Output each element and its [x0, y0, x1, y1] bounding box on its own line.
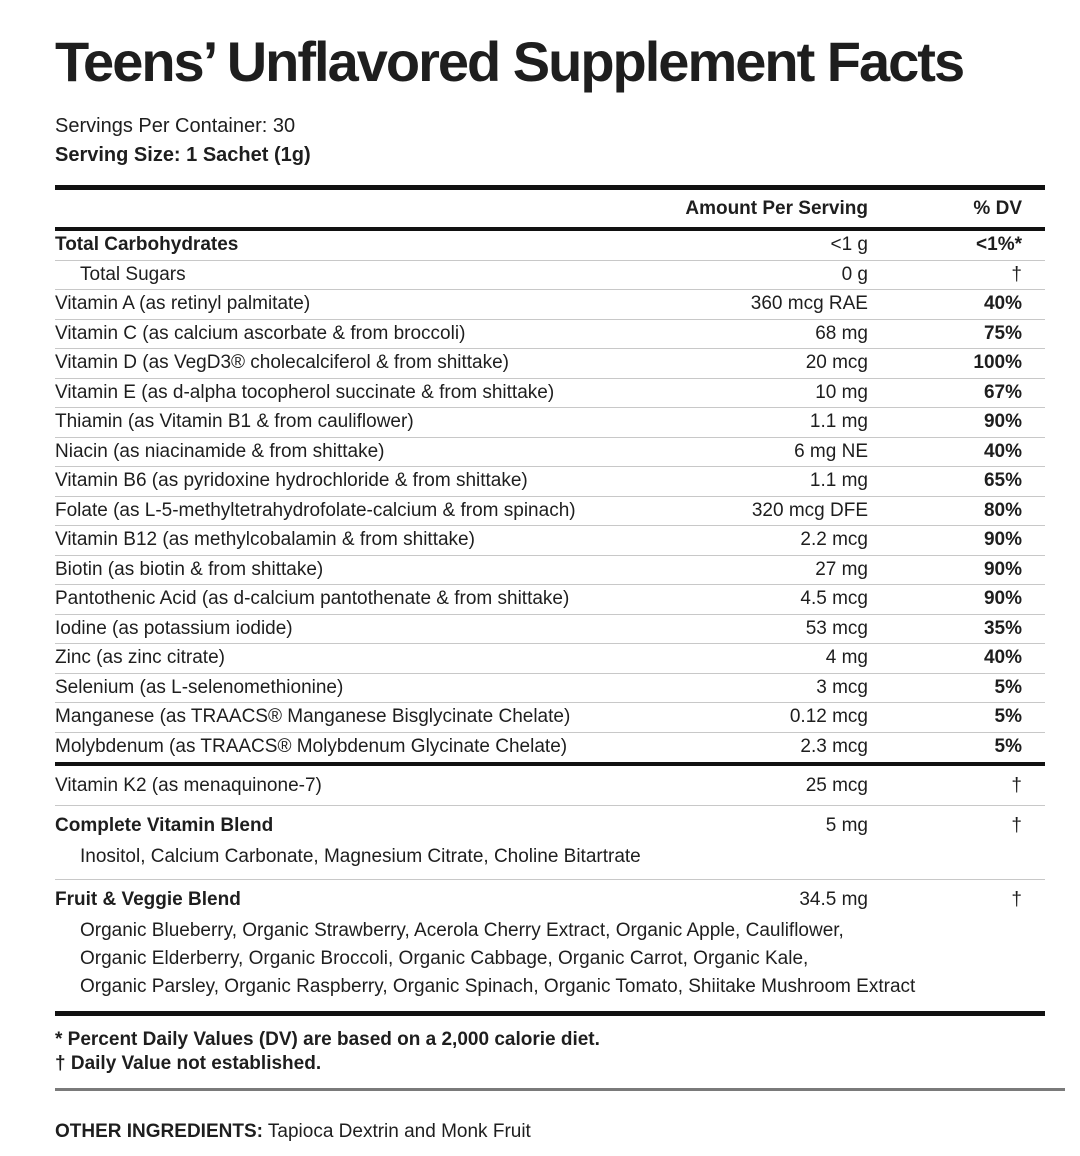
nutrient-name: Complete Vitamin Blend: [55, 815, 274, 836]
nutrient-amount: 2.3 mcg: [800, 736, 868, 758]
nutrient-dv: 5%: [994, 736, 1022, 758]
amount-per-serving-header: Amount Per Serving: [685, 198, 868, 219]
nutrient-name: Total Sugars: [80, 263, 186, 285]
nutrient-dv: †: [1011, 889, 1022, 910]
table-row: [55, 674, 1045, 704]
blend-row: [55, 806, 1045, 880]
nutrient-name: Vitamin C (as calcium ascorbate & from broccoli): [55, 322, 466, 344]
table-row: [55, 615, 1045, 645]
nutrient-amount: 27 mg: [815, 558, 868, 580]
table-row: [55, 349, 1045, 379]
other-ingredients-value: Tapioca Dextrin and Monk Fruit: [267, 1121, 531, 1142]
table-row: [55, 231, 1045, 261]
nutrient-amount: 4.5 mcg: [800, 588, 868, 610]
nutrient-dv: 80%: [983, 499, 1022, 521]
blend-rows: [55, 806, 1045, 1011]
nutrient-amount: 25 mcg: [805, 774, 868, 796]
nutrient-amount: 5 mg: [825, 815, 868, 836]
footnote-percent-dv: * Percent Daily Values (DV) are based on a 2,000 calorie diet.: [55, 1029, 600, 1050]
table-row: [55, 438, 1045, 468]
nutrient-name: Vitamin D (as VegD3® cholecalciferol & from shittake): [55, 352, 509, 374]
nutrient-amount: 0.12 mcg: [789, 706, 868, 728]
nutrient-dv: 40%: [983, 440, 1022, 462]
table-row: [55, 809, 1045, 843]
nutrient-name: Vitamin B12 (as methylcobalamin & from shittake): [55, 529, 475, 551]
nutrient-name: Biotin (as biotin & from shittake): [55, 558, 324, 580]
nutrient-amount: 20 mcg: [805, 352, 868, 374]
blend-ingredients: Organic Elderberry, Organic Broccoli, Organic Cabbage, Organic Carrot, Organic Kale,: [80, 948, 809, 969]
nutrient-dv: 5%: [994, 706, 1022, 728]
blend-row: [55, 880, 1045, 1011]
table-row: [55, 379, 1045, 409]
nutrient-dv: 40%: [983, 647, 1022, 669]
table-row: [55, 733, 1045, 763]
nutrient-amount: 0 g: [841, 263, 868, 285]
nutrient-dv: 65%: [983, 470, 1022, 492]
nutrient-amount: 3 mcg: [816, 676, 868, 698]
nutrient-name: Thiamin (as Vitamin B1 & from cauliflower): [55, 411, 414, 433]
nutrient-name: Molybdenum (as TRAACS® Molybdenum Glycinate Chelate): [55, 736, 568, 758]
blend-ingredients: Inositol, Calcium Carbonate, Magnesium Citrate, Choline Bitartrate: [80, 846, 641, 867]
secondary-nutrient-rows: [55, 766, 1045, 806]
blend-ingredients: Organic Blueberry, Organic Strawberry, Acerola Cherry Extract, Organic Apple, Cauliflower,: [80, 920, 844, 941]
blend-ingredients: Organic Parsley, Organic Raspberry, Organic Spinach, Organic Tomato, Shiitake Mushroom Extract: [80, 976, 916, 997]
nutrient-amount: <1 g: [830, 234, 868, 256]
nutrient-amount: 320 mcg DFE: [751, 499, 868, 521]
nutrient-dv: 90%: [983, 588, 1022, 610]
nutrient-name: Vitamin E (as d-alpha tocopherol succinate & from shittake): [55, 381, 555, 403]
nutrient-name: Iodine (as potassium iodide): [55, 617, 293, 639]
table-row: [55, 320, 1045, 350]
nutrient-dv: 5%: [994, 676, 1022, 698]
nutrient-dv: 90%: [983, 411, 1022, 433]
nutrient-dv: †: [1011, 263, 1022, 285]
percent-dv-header: % DV: [973, 198, 1022, 219]
nutrient-name: Selenium (as L-selenomethionine): [55, 676, 344, 698]
nutrient-name: Total Carbohydrates: [55, 234, 239, 256]
table-row: [55, 703, 1045, 733]
nutrient-name: Manganese (as TRAACS® Manganese Bisglycinate Chelate): [55, 706, 571, 728]
nutrient-dv: 35%: [983, 617, 1022, 639]
nutrient-amount: 6 mg NE: [794, 440, 868, 462]
bottom-divider: [55, 1088, 1065, 1091]
serving-size: Serving Size: 1 Sachet (1g): [55, 144, 311, 166]
table-row: [55, 290, 1045, 320]
nutrient-dv: 67%: [983, 381, 1022, 403]
nutrient-name: Zinc (as zinc citrate): [55, 647, 225, 669]
nutrient-amount: 1.1 mg: [809, 411, 868, 433]
other-ingredients: [55, 1121, 1045, 1143]
nutrient-name: Folate (as L-5-methyltetrahydrofolate-calcium & from spinach): [55, 499, 576, 521]
nutrient-name: Pantothenic Acid (as d-calcium pantothenate & from shittake): [55, 588, 570, 610]
nutrient-amount: 53 mcg: [805, 617, 868, 639]
table-row: [55, 556, 1045, 586]
nutrient-amount: 2.2 mcg: [800, 529, 868, 551]
table-header: [55, 190, 1045, 231]
nutrient-dv: †: [1011, 815, 1022, 836]
table-row: [55, 408, 1045, 438]
servings-per-container: Servings Per Container: 30: [55, 115, 296, 137]
nutrient-dv: 90%: [983, 529, 1022, 551]
table-row: [55, 644, 1045, 674]
nutrient-amount: 1.1 mg: [809, 470, 868, 492]
nutrient-name: Vitamin K2 (as menaquinone-7): [55, 774, 322, 796]
nutrient-amount: 34.5 mg: [799, 889, 868, 910]
page-title: Teens’ Unflavored Supplement Facts: [55, 30, 964, 93]
table-row: [55, 497, 1045, 527]
nutrient-amount: 360 mcg RAE: [750, 293, 868, 315]
table-row: [55, 585, 1045, 615]
nutrient-dv: 75%: [983, 322, 1022, 344]
nutrient-name: Vitamin B6 (as pyridoxine hydrochloride & from shittake): [55, 470, 528, 492]
nutrient-amount: 4 mg: [825, 647, 868, 669]
nutrient-name: Fruit & Veggie Blend: [55, 889, 241, 910]
table-row: [55, 526, 1045, 556]
nutrient-amount: 68 mg: [815, 322, 868, 344]
nutrient-name: Vitamin A (as retinyl palmitate): [55, 293, 311, 315]
facts-table: [55, 185, 1045, 1016]
nutrient-rows: [55, 231, 1045, 762]
table-row: [55, 261, 1045, 291]
nutrient-dv: 90%: [983, 558, 1022, 580]
footnotes: [55, 1028, 1045, 1076]
table-row: [55, 766, 1045, 806]
table-row: [55, 467, 1045, 497]
nutrient-amount: 10 mg: [815, 381, 868, 403]
nutrient-dv: <1%*: [976, 234, 1022, 256]
nutrient-dv: †: [1011, 774, 1022, 796]
other-ingredients-label: OTHER INGREDIENTS:: [55, 1121, 263, 1142]
nutrient-dv: 100%: [973, 352, 1022, 374]
nutrient-name: Niacin (as niacinamide & from shittake): [55, 440, 385, 462]
table-row: [55, 883, 1045, 917]
footnote-dagger: † Daily Value not established.: [55, 1053, 322, 1074]
nutrient-dv: 40%: [983, 293, 1022, 315]
